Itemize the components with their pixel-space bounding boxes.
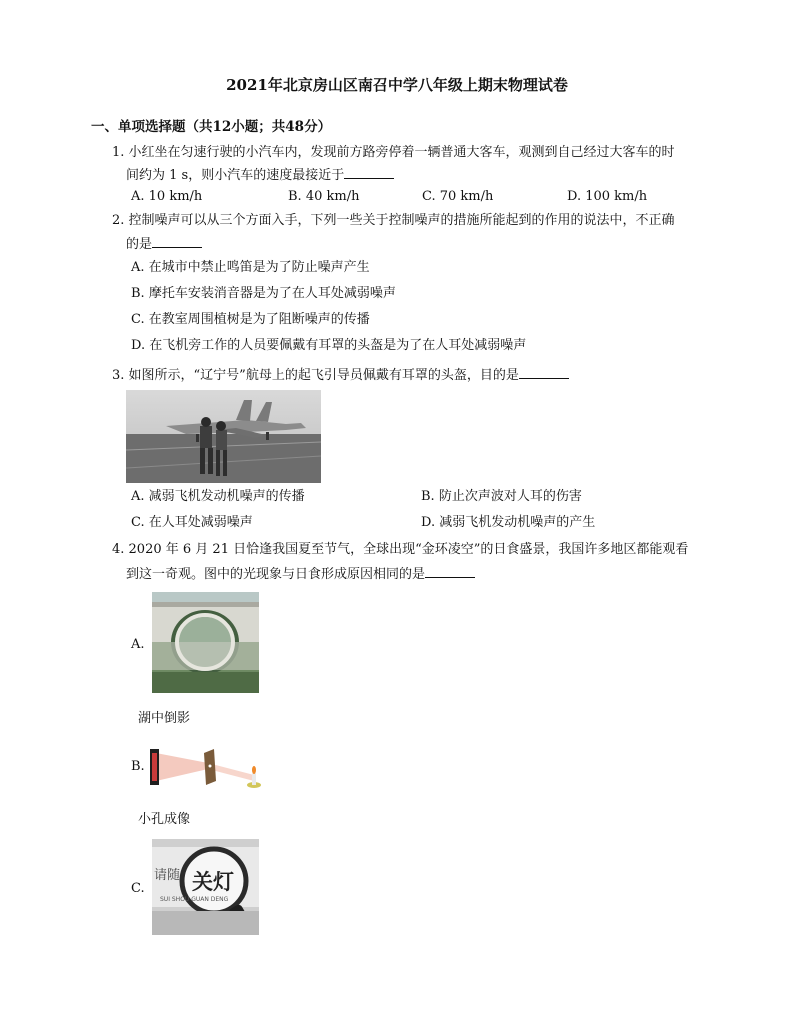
sign-text-magnified: 关灯 bbox=[192, 870, 234, 894]
answer-blank bbox=[519, 366, 569, 379]
section-heading: 一、单项选择题（共12小题；共48分） bbox=[91, 119, 332, 135]
q2-stem-line2 bbox=[126, 235, 202, 254]
bridge-reflection-photo bbox=[152, 592, 259, 693]
q4-option-b-label: B. bbox=[131, 759, 145, 774]
q3-option-b: B. 防止次声波对人耳的伤害 bbox=[421, 489, 582, 504]
q2-option-d: D. 在飞机旁工作的人员要佩戴有耳罩的头盔是为了在人耳处减弱噪声 bbox=[131, 338, 527, 353]
sign-text-english: SUI SHOU GUAN DENG bbox=[160, 896, 229, 903]
pinhole-imaging-diagram bbox=[146, 745, 264, 791]
q1-option-b: B. 40 km/h bbox=[288, 189, 360, 204]
sign-text-left: 请随 bbox=[154, 868, 181, 883]
answer-blank bbox=[344, 166, 394, 179]
magnifier-sign-photo bbox=[152, 839, 259, 935]
answer-blank bbox=[425, 565, 475, 578]
q3-stem-text: 3. 如图所示，“辽宁号”航母上的起飞引导员佩戴有耳罩的头盔，目的是 bbox=[112, 368, 519, 383]
q1-stem-line2 bbox=[126, 166, 394, 185]
q2-stem-line1: 2. 控制噪声可以从三个方面入手，下列一些关于控制噪声的措施所能起到的作用的说法中，不正确 bbox=[112, 213, 675, 228]
q4-option-b-caption: 小孔成像 bbox=[138, 812, 191, 827]
q4-option-a-label: A. bbox=[131, 637, 145, 652]
q2-option-b: B. 摩托车安装消音器是为了在人耳处减弱噪声 bbox=[131, 286, 396, 301]
q3-option-a: A. 减弱飞机发动机噪声的传播 bbox=[131, 489, 305, 504]
answer-blank bbox=[152, 235, 202, 248]
q4-option-a-caption: 湖中倒影 bbox=[138, 711, 191, 726]
q4-stem-line1: 4. 2020 年 6 月 21 日恰逢我国夏至节气，全球出现“金环凌空”的日食盛景，我国许多地区都能观看 bbox=[112, 542, 689, 557]
q2-option-c: C. 在教室周围植树是为了阻断噪声的传播 bbox=[131, 312, 370, 327]
q2-option-a: A. 在城市中禁止鸣笛是为了防止噪声产生 bbox=[131, 260, 370, 275]
page-title: 2021年北京房山区南召中学八年级上期末物理试卷 bbox=[226, 76, 568, 94]
q3-stem-line1 bbox=[112, 366, 569, 385]
carrier-deck-photo bbox=[126, 390, 321, 483]
q4-option-c-label: C. bbox=[131, 881, 145, 896]
q3-option-c: C. 在人耳处减弱噪声 bbox=[131, 515, 253, 530]
q1-option-d: D. 100 km/h bbox=[567, 189, 648, 204]
q1-option-a: A. 10 km/h bbox=[131, 189, 203, 204]
q1-option-c: C. 70 km/h bbox=[422, 189, 494, 204]
q3-option-d: D. 减弱飞机发动机噪声的产生 bbox=[421, 515, 596, 530]
q1-stem-text: 间约为 1 s，则小汽车的速度最接近于 bbox=[126, 168, 345, 183]
q4-stem-text: 到这一奇观。图中的光现象与日食形成原因相同的是 bbox=[126, 567, 426, 582]
q2-stem-text: 的是 bbox=[126, 237, 153, 252]
q1-stem-line1: 1. 小红坐在匀速行驶的小汽车内，发现前方路旁停着一辆普通大客车，观测到自己经过大客车的时 bbox=[112, 145, 675, 160]
q4-stem-line2 bbox=[126, 565, 475, 584]
